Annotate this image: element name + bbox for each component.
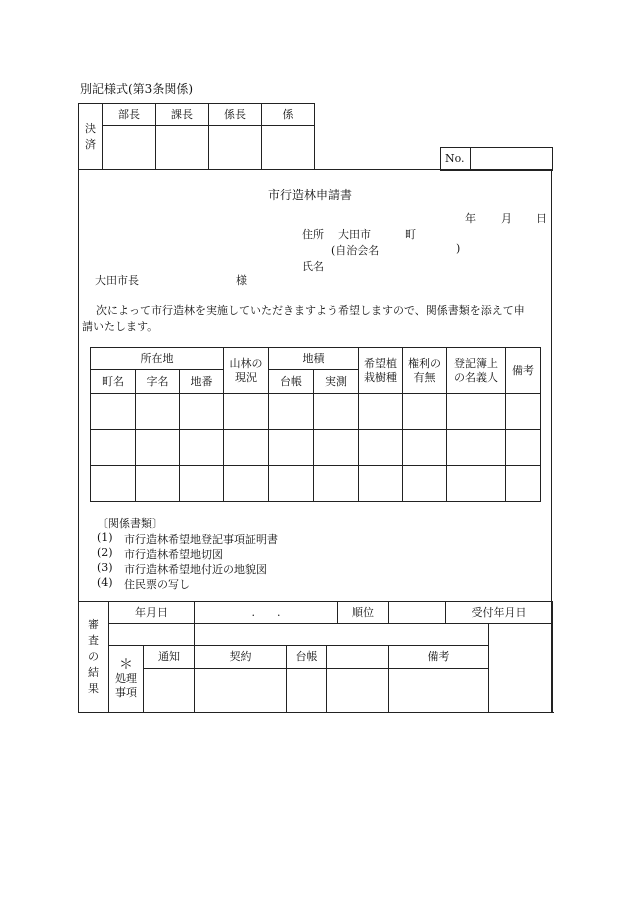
- process-ledger-label: 台帳: [287, 646, 327, 669]
- form-title: 市行造林申請書: [268, 188, 353, 202]
- review-rank-value[interactable]: [389, 602, 446, 624]
- header-area-ledger: 台帳: [269, 370, 314, 394]
- name-label: 氏名: [302, 260, 324, 273]
- process-notice-label: 通知: [144, 646, 195, 669]
- addressee-honorific: 様: [236, 274, 247, 287]
- number-field[interactable]: [471, 148, 553, 171]
- header-remarks: 備考: [506, 348, 541, 394]
- land-table: [90, 347, 541, 502]
- stamp-kakaricho[interactable]: [209, 126, 262, 170]
- header-forest-status: 山林の 現況: [224, 348, 269, 394]
- date-month-label: 月: [501, 212, 512, 225]
- asterisk-icon: ＊: [119, 657, 133, 673]
- review-date-label: 年月日: [109, 602, 195, 624]
- number-box: [440, 147, 553, 171]
- received-date-label: 受付年月日: [446, 602, 553, 624]
- address-city: 大田市: [338, 228, 371, 241]
- process-contract-value[interactable]: [195, 669, 287, 713]
- role-kacho: 課長: [156, 104, 209, 126]
- process-notice-value[interactable]: [144, 669, 195, 713]
- review-rank-label: 順位: [338, 602, 389, 624]
- process-ledger-value[interactable]: [287, 669, 327, 713]
- address-town: 町: [405, 228, 416, 241]
- doc-num-4: (4): [97, 576, 113, 589]
- doc-num-2: (2): [97, 546, 113, 559]
- number-label: No.: [441, 148, 471, 171]
- form-reference: 別記様式(第3条関係): [80, 82, 193, 96]
- assoc-open: (自治会名: [331, 244, 380, 257]
- doc-text-2: 市行造林希望地切図: [124, 548, 223, 561]
- documents-heading: 〔関係書類〕: [97, 517, 163, 530]
- date-year-label: 年: [465, 212, 476, 225]
- header-area-measured: 実測: [314, 370, 359, 394]
- body-line-2: 請いたします。: [82, 320, 159, 333]
- review-remark-a[interactable]: [109, 624, 195, 646]
- process-blank-label: [327, 646, 389, 669]
- doc-text-3: 市行造林希望地付近の地貌図: [124, 563, 267, 576]
- address-label: 住所: [302, 228, 324, 241]
- approval-side-label: 決 済: [79, 104, 103, 170]
- date-day-label: 日: [536, 212, 547, 225]
- table-row: [91, 430, 541, 466]
- process-remarks-value[interactable]: [389, 669, 489, 713]
- body-line-1: 次によって市行造林を実施していただきますよう希望しますので、関係書類を添えて申: [96, 304, 525, 317]
- role-kakaricho: 係長: [209, 104, 262, 126]
- process-blank-value[interactable]: [327, 669, 389, 713]
- role-kakari: 係: [262, 104, 315, 126]
- header-town: 町名: [91, 370, 136, 394]
- table-row: [91, 394, 541, 430]
- doc-num-3: (3): [97, 561, 113, 574]
- role-bucho: 部長: [103, 104, 156, 126]
- process-remarks-label: 備考: [389, 646, 489, 669]
- review-remark-b[interactable]: [195, 624, 489, 646]
- header-lot: 地番: [180, 370, 224, 394]
- review-side-label: 審 査 の 結 果: [79, 602, 109, 713]
- assoc-close: ): [456, 242, 461, 255]
- review-date-value[interactable]: . .: [195, 602, 338, 624]
- stamp-kakari[interactable]: [262, 126, 315, 170]
- header-aza: 字名: [136, 370, 180, 394]
- process-label: ＊ 処理 事項: [109, 646, 144, 713]
- approval-table: [78, 103, 315, 170]
- addressee-mayor: 大田市長: [95, 274, 139, 287]
- header-location: 所在地: [91, 348, 224, 370]
- process-contract-label: 契約: [195, 646, 287, 669]
- header-area: 地積: [269, 348, 359, 370]
- table-row: [91, 466, 541, 502]
- header-owner: 登記簿上 の名義人: [447, 348, 506, 394]
- header-species: 希望植 栽樹種: [359, 348, 403, 394]
- stamp-bucho[interactable]: [103, 126, 156, 170]
- stamp-kacho[interactable]: [156, 126, 209, 170]
- doc-num-1: (1): [97, 531, 113, 544]
- review-table: [78, 601, 553, 713]
- doc-text-4: 住民票の写し: [124, 578, 190, 591]
- header-rights: 権利の 有無: [403, 348, 447, 394]
- doc-text-1: 市行造林希望地登記事項証明書: [124, 533, 278, 546]
- received-date-value[interactable]: [489, 624, 553, 713]
